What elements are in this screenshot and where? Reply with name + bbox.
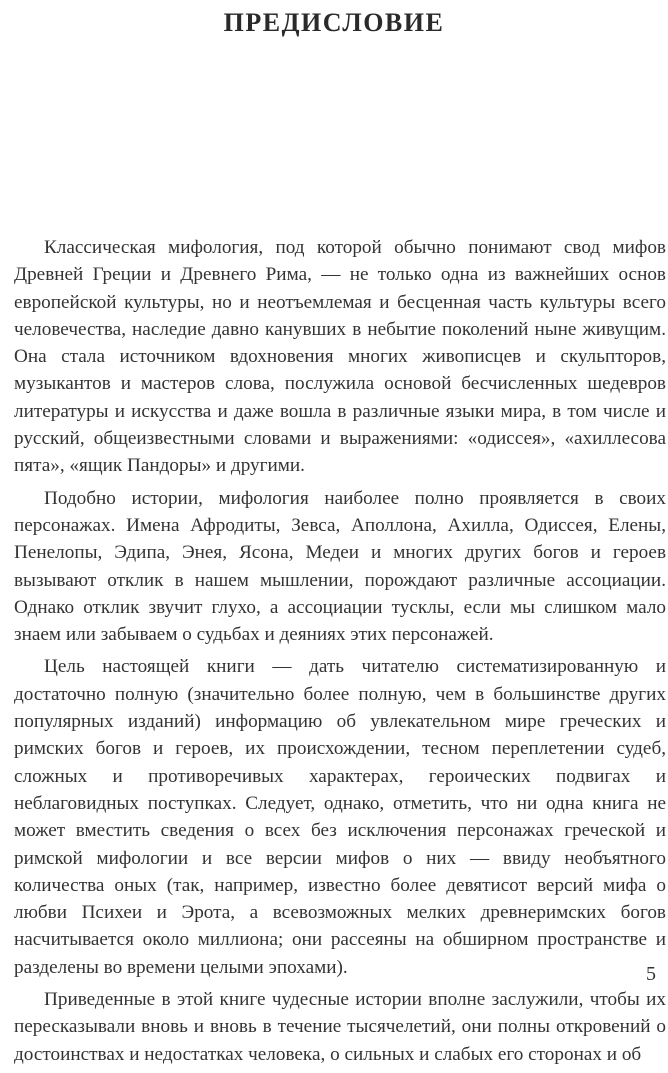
paragraph-2: Подобно истории, мифология наиболее полно проявляется в своих персонажах. Имена Афродиты, Зевса, Аполлона, Ахилла, Одиссея, Елены, Пенелопы, Эдипа, Энея, Ясона, Медеи и многих других богов и героев вызывают отклик в нашем мышлении, порождают различные ассоциации. Однако отклик звучит глухо, а ассоциации тусклы, если мы слишком мало знаем или забываем о судьбах и деяниях этих персонажей. [14, 487, 666, 646]
body-text [14, 234, 666, 1073]
page-title: ПРЕДИСЛОВИЕ [223, 8, 445, 37]
paragraph-1: Классическая мифология, под которой обычно понимают свод мифов Древней Греции и Древнего Рима, — не только одна из важнейших основ европейской культуры, но и неотъемлемая и бесценная часть культуры всего человечества, наследие давно канувших в небытие поколений ныне живущим. Она стала источником вдохновения многих живописцев и скульпторов, музыкантов и мастеров слова, послужила основой бесчисленных шедевров литературы и искусства и даже вошла в различные языки мира, в том числе и русский, общеизвестными словами и выражениями: «одиссея», «ахиллесова пята», «ящик Пандоры» и другими. [14, 237, 666, 477]
paragraph-3: Цель настоящей книги — дать читателю систематизированную и достаточно полную (значительно более полную, чем в большинстве других популярных изданий) информацию об увлекательном мире греческих и римских богов и героев, их происхождении, тесном переплетении судеб, сложных и противоречивых характерах, героических подвигах и неблаговидных поступках. Следует, однако, отметить, что ни одна книга не может вместить сведения о всех без исключения персонажах греческой и римской мифологии и все версии мифов о них — ввиду необъятного количества оных (так, например, известно более девятисот версий мифа о любви Психеи и Эрота, а всевозможных мелких древнеримских богов насчитывается около миллиона; они рассеяны на обширном пространстве и разделены во времени целыми эпохами). [14, 656, 666, 978]
paragraph-4: Приведенные в этой книге чудесные истории вполне заслужили, чтобы их пересказывали вновь и вновь в течение тысячелетий, они полны откровений о достоинствах и недостатках человека, о сильных и слабых его сторонах и об [14, 989, 666, 1065]
page-number: 5 [646, 963, 656, 985]
